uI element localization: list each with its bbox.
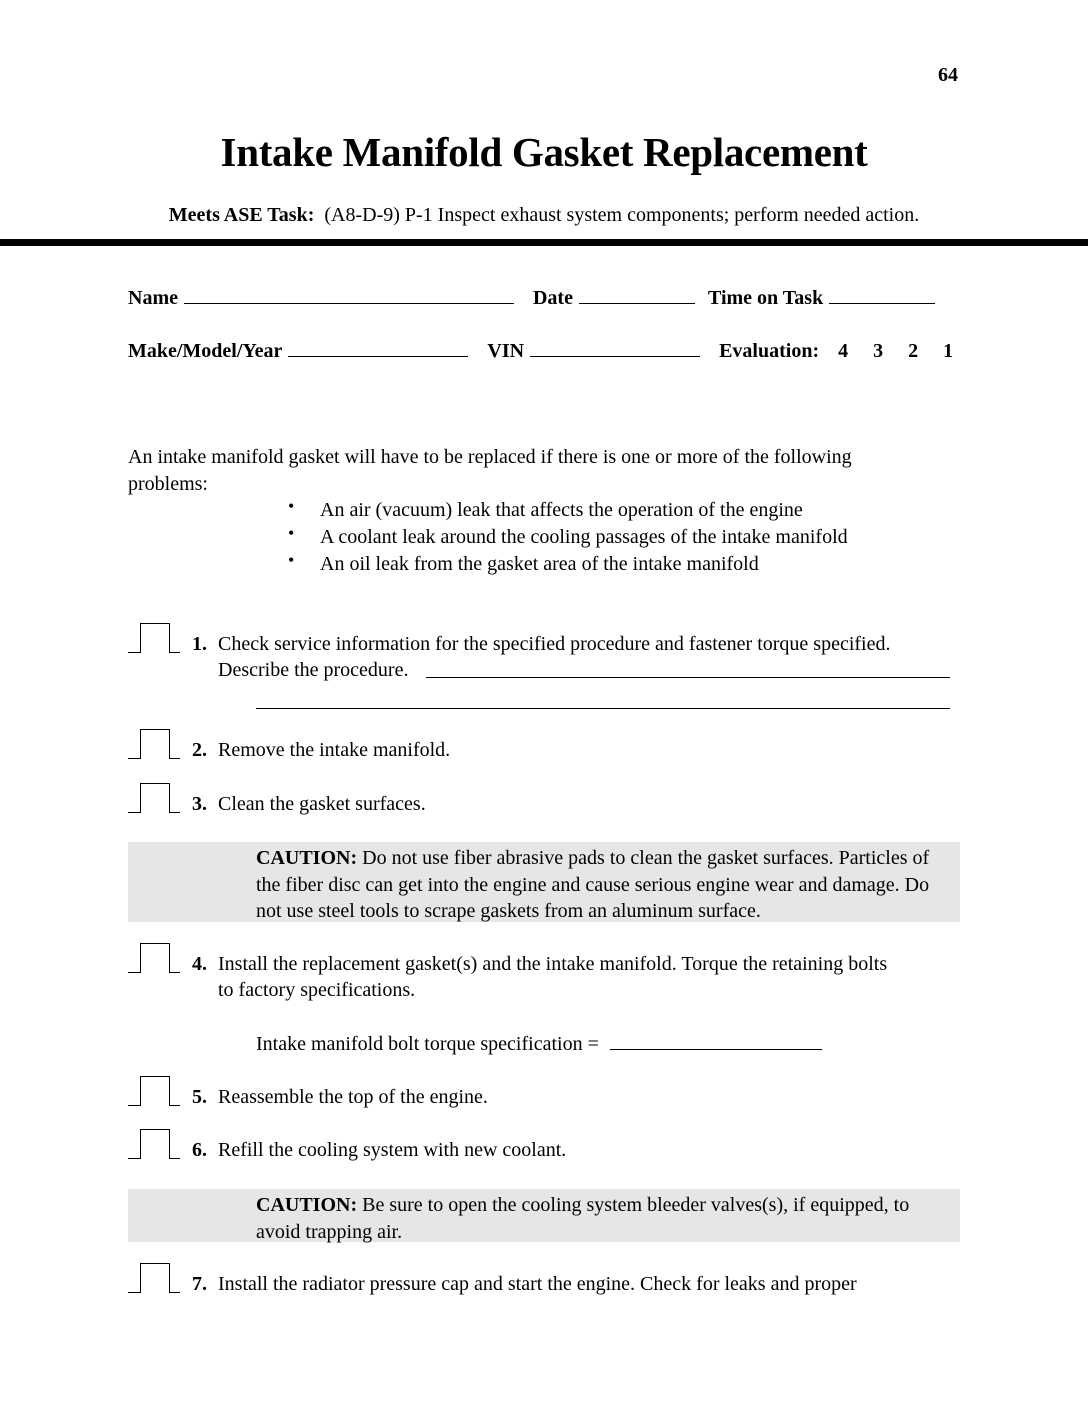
step-text: Clean the gasket surfaces. xyxy=(218,793,426,815)
list-item: • An air (vacuum) leak that affects the operation of the engine xyxy=(288,497,848,524)
step-5 xyxy=(128,1084,958,1110)
vin-label: VIN xyxy=(487,340,525,362)
step-text: Install the replacement gasket(s) and the intake manifold. Torque the retaining bolts xyxy=(218,953,888,975)
field-row-1 xyxy=(128,285,935,310)
step-7 xyxy=(128,1271,958,1297)
step-4 xyxy=(128,951,958,1007)
step-text: to factory specifications. xyxy=(218,979,416,1001)
list-item: • A coolant leak around the cooling passages of the intake manifold xyxy=(288,524,848,551)
evaluation-label: Evaluation: xyxy=(719,340,820,362)
date-field[interactable] xyxy=(579,285,695,304)
vin-field[interactable] xyxy=(530,338,700,357)
list-item: • An oil leak from the gasket area of the intake manifold xyxy=(288,551,848,578)
torque-spec-label: Intake manifold bolt torque specification = xyxy=(256,1033,599,1055)
page-number: 64 xyxy=(938,64,958,86)
evaluation-option-3[interactable]: 3 xyxy=(873,340,884,362)
ase-task-label: Meets ASE Task: xyxy=(168,204,315,226)
step-2-checkbox[interactable] xyxy=(128,727,180,759)
step-number: 7. xyxy=(192,1273,207,1295)
caution-text: Be sure to open the cooling system bleeder valves(s), if equipped, to avoid trapping air. xyxy=(256,1194,910,1243)
step-4-checkbox[interactable] xyxy=(128,941,180,973)
step-1-checkbox[interactable] xyxy=(128,621,180,653)
bullet-icon: • xyxy=(288,550,295,570)
step-3 xyxy=(128,791,958,817)
checkbox-icon xyxy=(140,1076,170,1106)
checkbox-icon xyxy=(140,943,170,973)
caution-box-1 xyxy=(128,842,960,922)
step-text: Refill the cooling system with new coolant. xyxy=(218,1139,567,1161)
caution-label: CAUTION: xyxy=(256,1194,358,1216)
step-number: 3. xyxy=(192,793,207,815)
step-number: 2. xyxy=(192,739,207,761)
field-row-2 xyxy=(128,338,953,363)
step-text: Describe the procedure. xyxy=(218,659,409,681)
step-number: 5. xyxy=(192,1086,207,1108)
ase-task xyxy=(0,204,1088,227)
problem-list xyxy=(288,497,848,578)
name-field[interactable] xyxy=(184,285,514,304)
bullet-icon: • xyxy=(288,496,295,516)
step-6 xyxy=(128,1137,958,1163)
make-model-year-field[interactable] xyxy=(288,338,468,357)
torque-spec-row xyxy=(256,1031,822,1056)
name-label: Name xyxy=(128,287,178,309)
step-5-checkbox[interactable] xyxy=(128,1074,180,1106)
step-3-checkbox[interactable] xyxy=(128,781,180,813)
step-text: Reassemble the top of the engine. xyxy=(218,1086,488,1108)
step-number: 4. xyxy=(192,953,207,975)
checkbox-icon xyxy=(140,623,170,653)
date-label: Date xyxy=(532,287,573,309)
make-model-year-label: Make/Model/Year xyxy=(128,340,283,362)
time-on-task-field[interactable] xyxy=(829,285,935,304)
page-title: Intake Manifold Gasket Replacement xyxy=(220,129,868,175)
step-2 xyxy=(128,737,958,763)
caution-text: Do not use fiber abrasive pads to clean the gasket surfaces. Particles of the fiber disc can get into the engine and cause serious engine wear and damage. Do not use steel tools to scrape gaskets from an aluminum surface. xyxy=(256,847,930,922)
caution-label: CAUTION: xyxy=(256,847,358,869)
step-text: Check service information for the specified procedure and fastener torque specified. xyxy=(218,633,891,655)
header-divider xyxy=(0,239,1088,246)
torque-spec-field[interactable] xyxy=(610,1031,822,1050)
step-number: 1. xyxy=(192,633,207,655)
checkbox-icon xyxy=(140,1129,170,1159)
checkbox-icon xyxy=(140,1263,170,1293)
step-text: Install the radiator pressure cap and start the engine. Check for leaks and proper xyxy=(218,1273,857,1295)
step-6-checkbox[interactable] xyxy=(128,1127,180,1159)
ase-task-text: (A8-D-9) P-1 Inspect exhaust system components; perform needed action. xyxy=(324,204,920,226)
procedure-answer-line-2[interactable] xyxy=(256,708,950,709)
checkbox-icon xyxy=(140,729,170,759)
checkbox-icon xyxy=(140,783,170,813)
procedure-answer-line-1[interactable] xyxy=(426,677,950,678)
step-1 xyxy=(128,631,958,711)
evaluation-option-4[interactable]: 4 xyxy=(838,340,849,362)
evaluation-option-1[interactable]: 1 xyxy=(943,340,954,362)
evaluation-option-2[interactable]: 2 xyxy=(908,340,919,362)
step-number: 6. xyxy=(192,1139,207,1161)
bullet-icon: • xyxy=(288,523,295,543)
intro-text: An intake manifold gasket will have to be replaced if there is one or more of the following problems: xyxy=(128,446,852,495)
time-on-task-label: Time on Task xyxy=(707,287,824,309)
step-text: Remove the intake manifold. xyxy=(218,739,451,761)
caution-box-2 xyxy=(128,1189,960,1242)
step-7-checkbox[interactable] xyxy=(128,1261,180,1293)
